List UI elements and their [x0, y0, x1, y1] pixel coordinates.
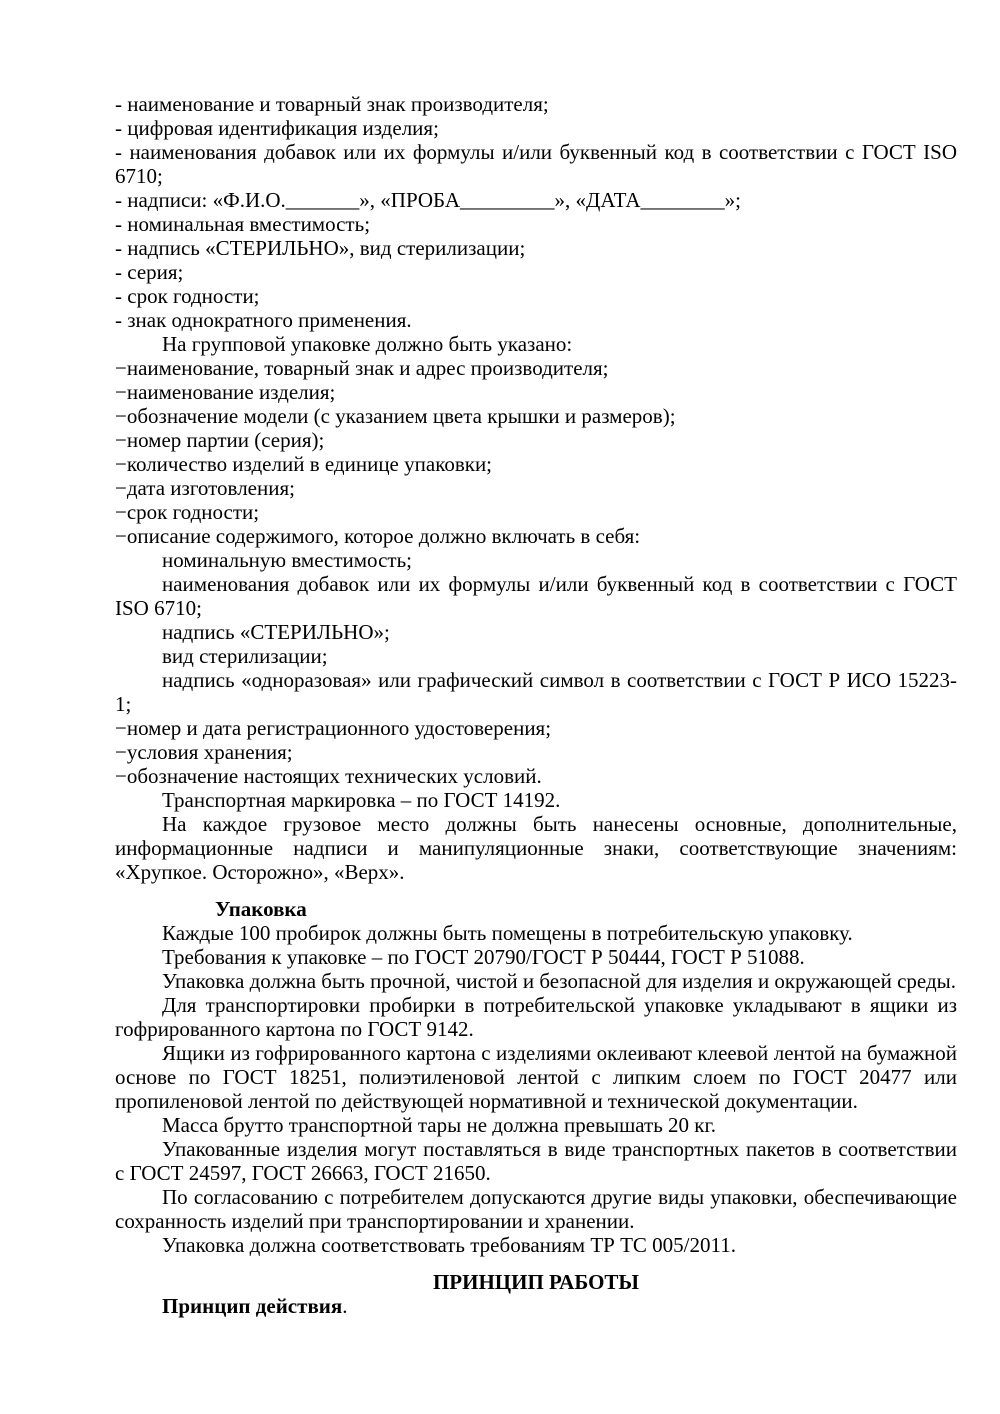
paragraph: номинальную вместимость; [162, 548, 412, 572]
paragraph: наименования добавок или их формулы и/или буквенный код в соответствии с ГОСТ ISO 6710; [115, 572, 957, 620]
paragraph: −обозначение модели (с указанием цвета крышки и размеров); [115, 404, 676, 428]
paragraph: −наименование, товарный знак и адрес производителя; [115, 356, 609, 380]
paragraph: надпись «СТЕРИЛЬНО»; [162, 620, 390, 644]
paragraph: Упакованные изделия могут поставляться в виде транспортных пакетов в соответствии с ГОСТ 24597, ГОСТ 26663, ГОСТ 21650. [115, 1137, 957, 1185]
paragraph: −номер и дата регистрационного удостоверения; [115, 716, 552, 740]
section-heading: Упаковка [215, 897, 307, 921]
document-page [115, 92, 957, 1318]
paragraph: надпись «одноразовая» или графический символ в соответствии с ГОСТ Р ИСО 15223-1; [115, 668, 957, 716]
paragraph: −описание содержимого, которое должно включать в себя: [115, 524, 641, 548]
text-run: Принцип действия [162, 1294, 343, 1318]
paragraph: Для транспортировки пробирки в потребительской упаковке укладывают в ящики из гофрированного картона по ГОСТ 9142. [115, 993, 957, 1041]
paragraph: Требования к упаковке – по ГОСТ 20790/ГОСТ Р 50444, ГОСТ Р 51088. [162, 945, 805, 969]
paragraph: - знак однократного применения. [115, 308, 412, 332]
section-title: ПРИНЦИП РАБОТЫ [432, 1270, 640, 1294]
paragraph: По согласованию с потребителем допускаются другие виды упаковки, обеспечивающие сохранность изделий при транспортировании и хранении. [115, 1185, 957, 1233]
paragraph: - номинальная вместимость; [115, 212, 371, 236]
paragraph [115, 1294, 957, 1318]
paragraph: −дата изготовления; [115, 476, 295, 500]
paragraph: −количество изделий в единице упаковки; [115, 452, 493, 476]
paragraph: Масса брутто транспортной тары не должна превышать 20 кг. [162, 1113, 716, 1137]
paragraph: −номер партии (серия); [115, 428, 325, 452]
paragraph: −условия хранения; [115, 740, 293, 764]
paragraph: - цифровая идентификация изделия; [115, 116, 439, 140]
paragraph: Транспортная маркировка – по ГОСТ 14192. [162, 788, 561, 812]
paragraph: - срок годности; [115, 284, 260, 308]
paragraph: На групповой упаковке должно быть указано: [162, 332, 573, 356]
paragraph: На каждое грузовое место должны быть нанесены основные, дополнительные, информационные надписи и манипуляционные знаки, соответствующие значениям: «Хрупкое. Осторожно», «Верх». [115, 812, 957, 884]
paragraph: - наименование и товарный знак производителя; [115, 92, 549, 116]
paragraph: −обозначение настоящих технических условий. [115, 764, 542, 788]
paragraph: −срок годности; [115, 500, 260, 524]
paragraph: - наименования добавок или их формулы и/или буквенный код в соответствии с ГОСТ ISO 6710; [115, 140, 957, 188]
paragraph: - надпись «СТЕРИЛЬНО», вид стерилизации; [115, 236, 526, 260]
paragraph: Ящики из гофрированного картона с изделиями оклеивают клеевой лентой на бумажной основе по ГОСТ 18251, полиэтиленовой лентой с липким слоем по ГОСТ 20477 или пропиленовой лентой по действующей нормативной и технической документации. [115, 1041, 957, 1113]
paragraph: Каждые 100 пробирок должны быть помещены в потребительскую упаковку. [162, 921, 853, 945]
paragraph: вид стерилизации; [162, 644, 328, 668]
text-run: . [342, 1294, 348, 1318]
paragraph: Упаковка должна быть прочной, чистой и безопасной для изделия и окружающей среды. [162, 969, 956, 993]
paragraph: Упаковка должна соответствовать требованиям ТР ТС 005/2011. [162, 1233, 736, 1257]
paragraph: - серия; [115, 260, 184, 284]
paragraph: - надписи: «Ф.И.О._______», «ПРОБА_________», «ДАТА________»; [115, 188, 741, 212]
paragraph: −наименование изделия; [115, 380, 336, 404]
